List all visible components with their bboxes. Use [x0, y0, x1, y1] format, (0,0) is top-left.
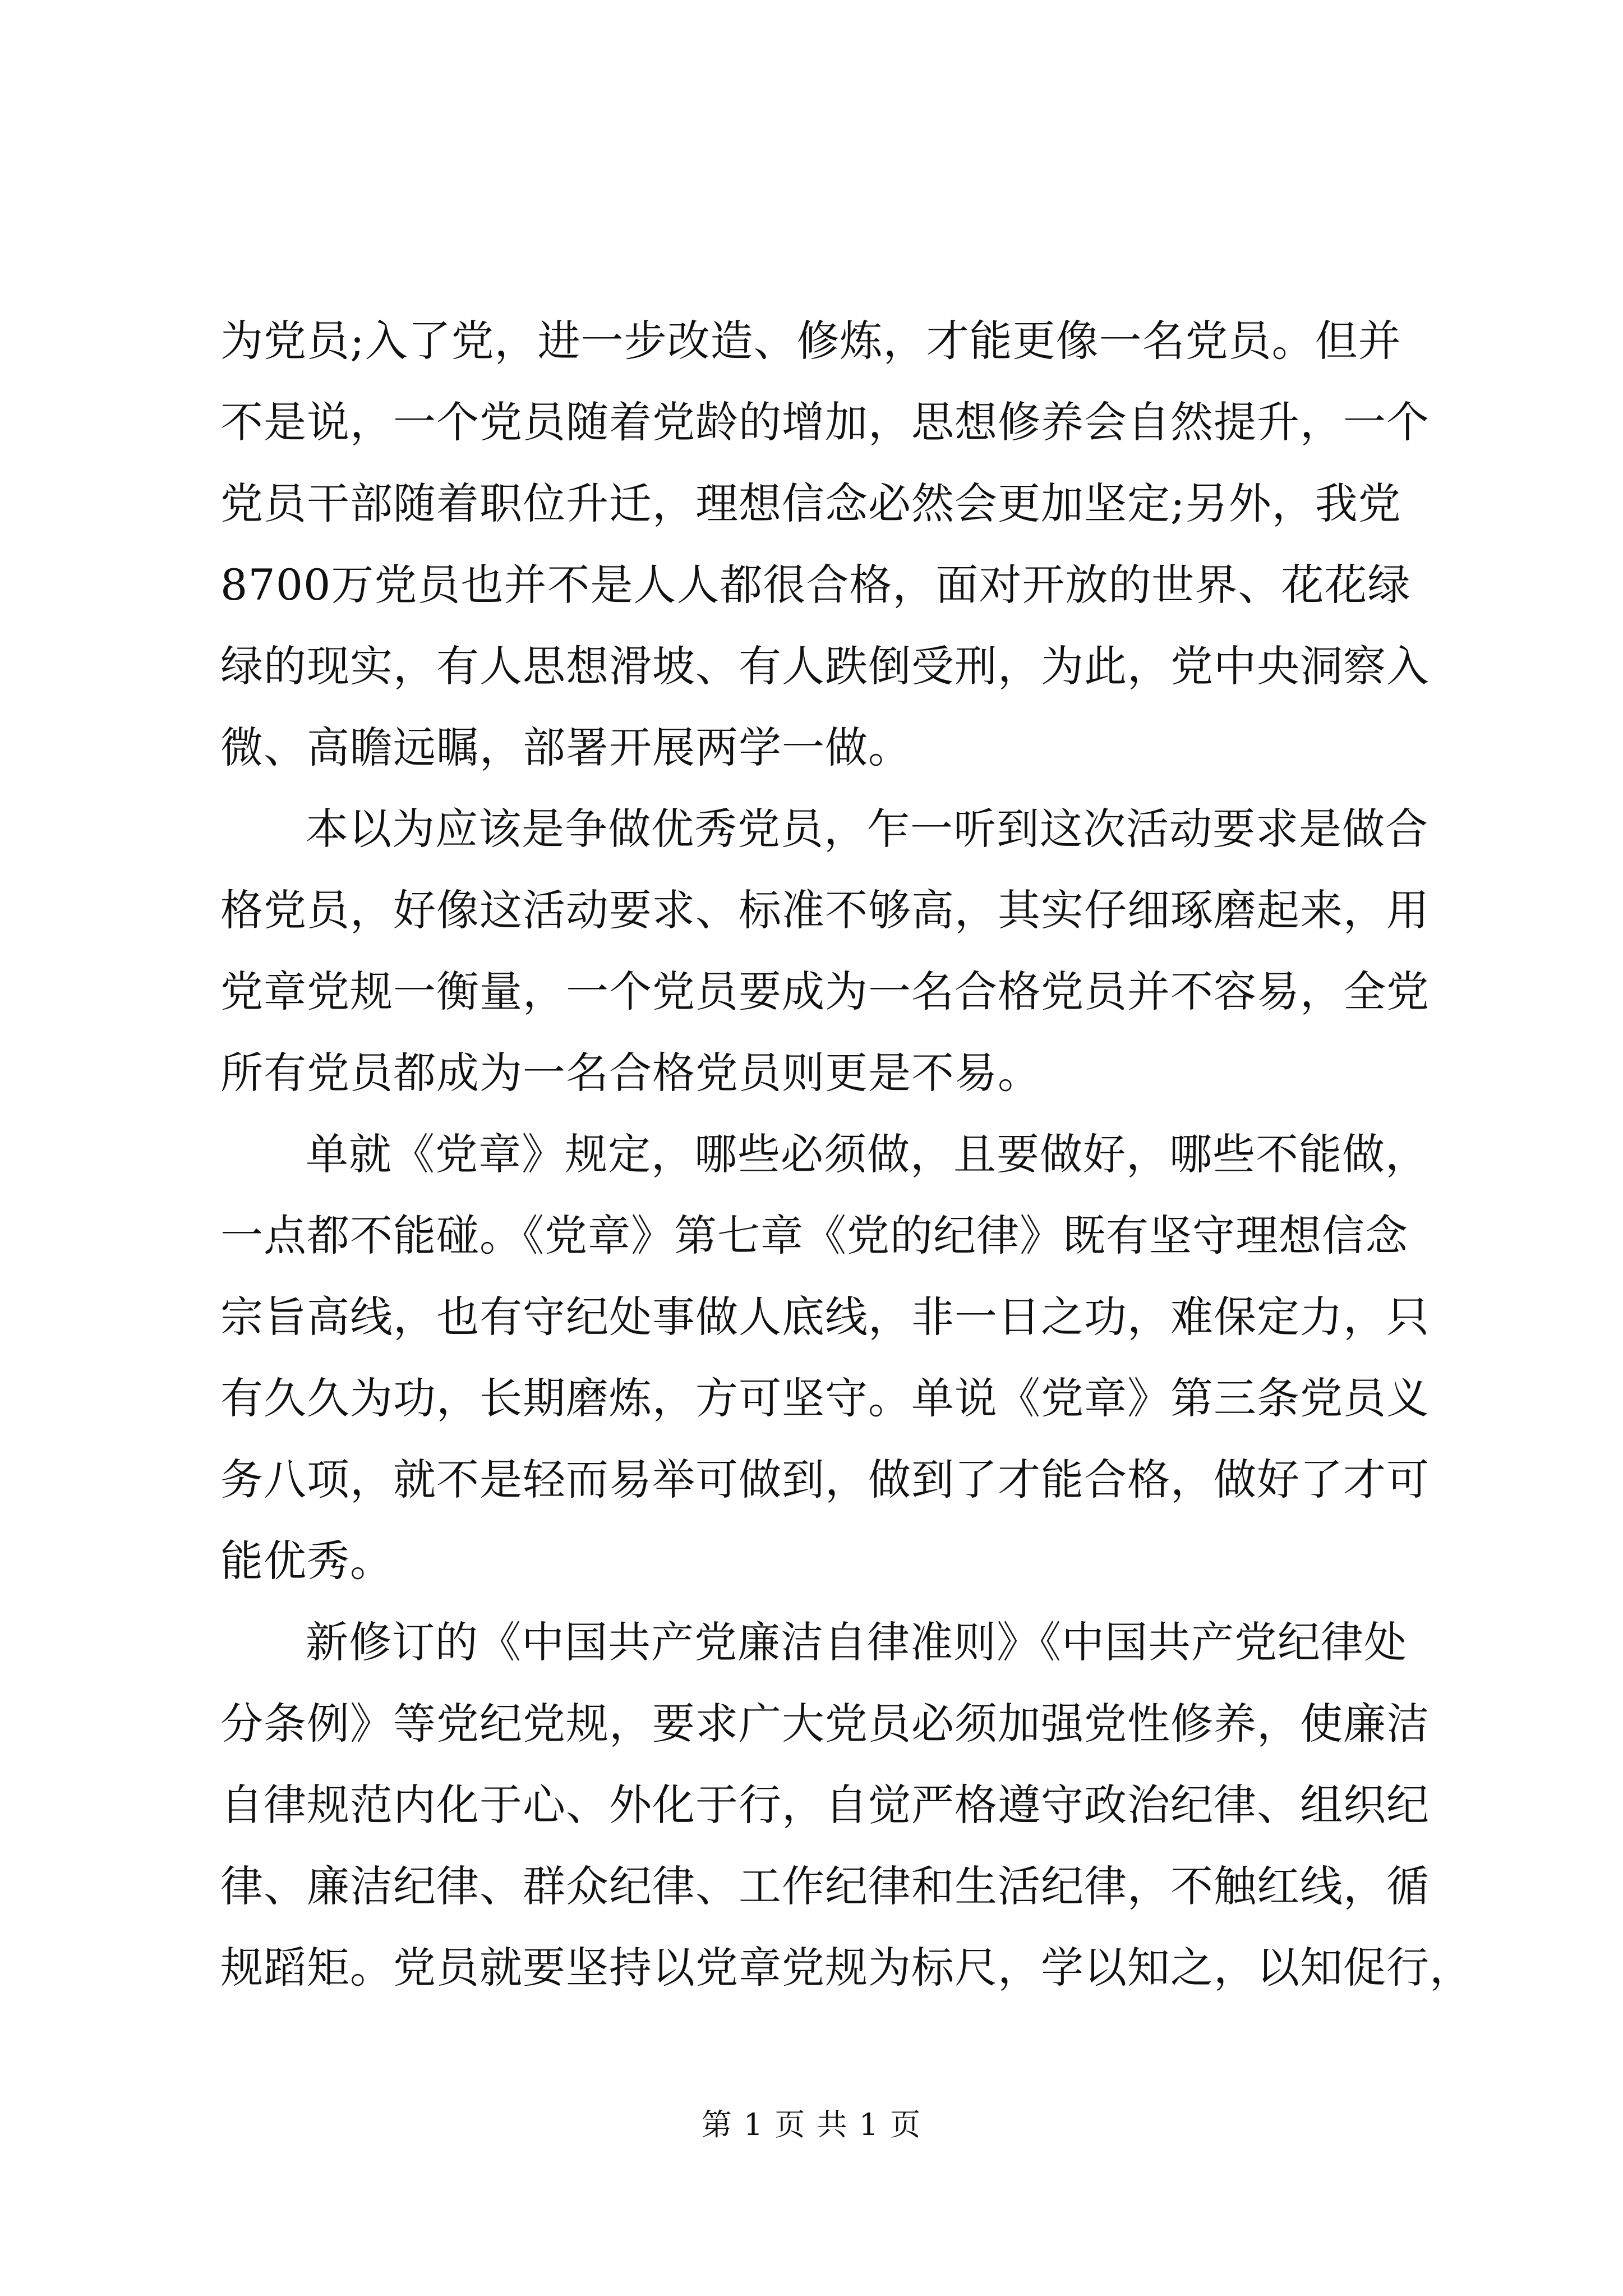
text-line: 一点都不能碰。《党章》第七章《党的纪律》既有坚守理想信念 — [220, 1211, 1408, 1260]
text-line: 宗旨高线，也有守纪处事做人底线，非一日之功，难保定力，只 — [220, 1292, 1430, 1342]
text-line: 为党员;入了党，进一步改造、修炼，才能更像一名党员。但并 — [220, 316, 1401, 366]
text-line: 微、高瞻远瞩，部署开展两学一做。 — [220, 723, 911, 772]
text-line: 不是说，一个党员随着党龄的增加，思想修养会自然提升，一个 — [220, 397, 1430, 447]
text-line: 能优秀。 — [220, 1536, 393, 1586]
text-line: 务八项，就不是轻而易举可做到，做到了才能合格，做好了才可 — [220, 1455, 1430, 1504]
text-line: 所有党员都成为一名合格党员则更是不易。 — [220, 1048, 1041, 1098]
text-line: 分条例》等党纪党规，要求广大党员必须加强党性修养，使廉洁 — [220, 1699, 1430, 1749]
text-line: 自律规范内化于心、外化于行，自觉严格遵守政治纪律、组织纪 — [220, 1780, 1430, 1830]
text-line: 规蹈矩。党员就要坚持以党章党规为标尺，学以知之，以知促行， — [220, 1943, 1473, 1993]
text-line: 律、廉洁纪律、群众纪律、工作纪律和生活纪律，不触红线，循 — [220, 1861, 1430, 1911]
text-line: 绿的现实，有人思想滑坡、有人跌倒受刑，为此，党中央洞察入 — [220, 641, 1430, 691]
paragraph-first-line: 新修订的《中国共产党廉洁自律准则》《中国共产党纪律处 — [306, 1617, 1407, 1667]
text-line: 格党员，好像这活动要求、标准不够高，其实仔细琢磨起来，用 — [220, 885, 1430, 935]
text-line: 8700万党员也并不是人人都很合格，面对开放的世界、花花绿 — [220, 560, 1411, 610]
text-line: 有久久为功，长期磨炼，方可坚守。单说《党章》第三条党员义 — [220, 1373, 1430, 1423]
paragraph-first-line: 本以为应该是争做优秀党员，乍一听到这次活动要求是做合 — [306, 804, 1428, 854]
body-text — [220, 300, 1473, 2008]
paragraph-first-line: 单就《党章》规定，哪些必须做，且要做好，哪些不能做， — [306, 1129, 1428, 1179]
text-line: 党章党规一衡量，一个党员要成为一名合格党员并不容易，全党 — [220, 967, 1430, 1016]
text-line: 党员干部随着职位升迁，理想信念必然会更加坚定;另外，我党 — [220, 478, 1401, 528]
page-footer: 第 1 页 共 1 页 — [701, 2107, 922, 2142]
